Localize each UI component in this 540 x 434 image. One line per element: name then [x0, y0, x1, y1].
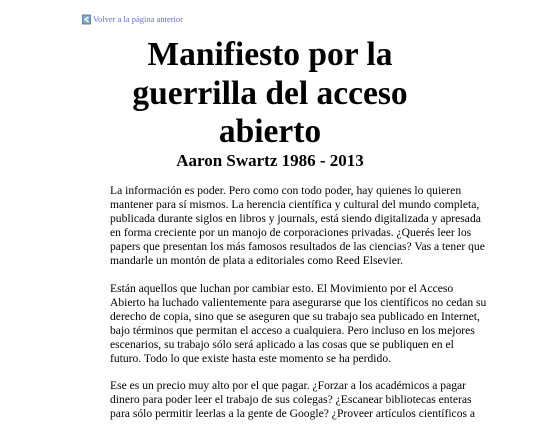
text-line: escenarios, su trabajo sólo será aplicado a las cosas que se publiquen en el [110, 337, 454, 351]
text-line: bajo términos que permitan el acceso a cualquiera. Pero incluso en los mejores [110, 323, 475, 337]
back-link-label: Volver a la página anterior [93, 14, 184, 24]
title-line: abierto [218, 113, 322, 150]
back-arrow-icon [82, 14, 92, 25]
text-line: publicada durante siglos en libros y journals, está siendo digitalizada y apresada [110, 212, 481, 226]
text-line: futuro. Todo lo que existe hasta este momento se ha perdido. [110, 352, 392, 366]
text-line: derecho de copia, sino que se aseguren que su trabajo sea publicado en Internet, [110, 309, 480, 323]
text-line: dinero para poder leer el trabajo de sus colegas? ¿Escanear bibliotecas enteras [110, 393, 472, 407]
text-line: Abierto ha luchado valientemente para asegurarse que los científicos no cedan su [110, 295, 487, 309]
title-line: Manifiesto por la [147, 36, 393, 73]
text-line: papers que presentan los más famosos resultados de las ciencias? Vas a tener que [110, 240, 485, 254]
text-line: para sólo permitir leerlas a la gente de Google? ¿Proveer artículos científicos a [110, 407, 476, 421]
text-line: La información es poder. Pero como con todo poder, hay quienes lo quieren [110, 184, 462, 197]
page-title [0, 36, 540, 152]
text-line: Ese es un precio muy alto por el que pagar. ¿Forzar a los académicos a pagar [110, 379, 467, 393]
manifesto-body [110, 184, 487, 434]
text-line: mandarle un montón de plata a editoriales como Reed Elsevier. [110, 254, 403, 268]
title-line: guerrilla del acceso [132, 74, 408, 112]
back-link[interactable] [82, 12, 183, 26]
paragraph-2 [110, 281, 487, 367]
paragraph-1 [110, 184, 485, 269]
author-subtitle: Aaron Swartz 1986 - 2013 [176, 151, 364, 170]
text-line: Están aquellos que luchan por cambiar esto. El Movimiento por el Acceso [110, 281, 454, 295]
text-line: en forma creciente por un manojo de corporaciones privadas. ¿Querés leer los [110, 226, 472, 240]
text-line: mantener para sí mismos. La herencia científica y cultural del mundo completa, [110, 198, 480, 212]
paragraph-3 [110, 379, 476, 421]
